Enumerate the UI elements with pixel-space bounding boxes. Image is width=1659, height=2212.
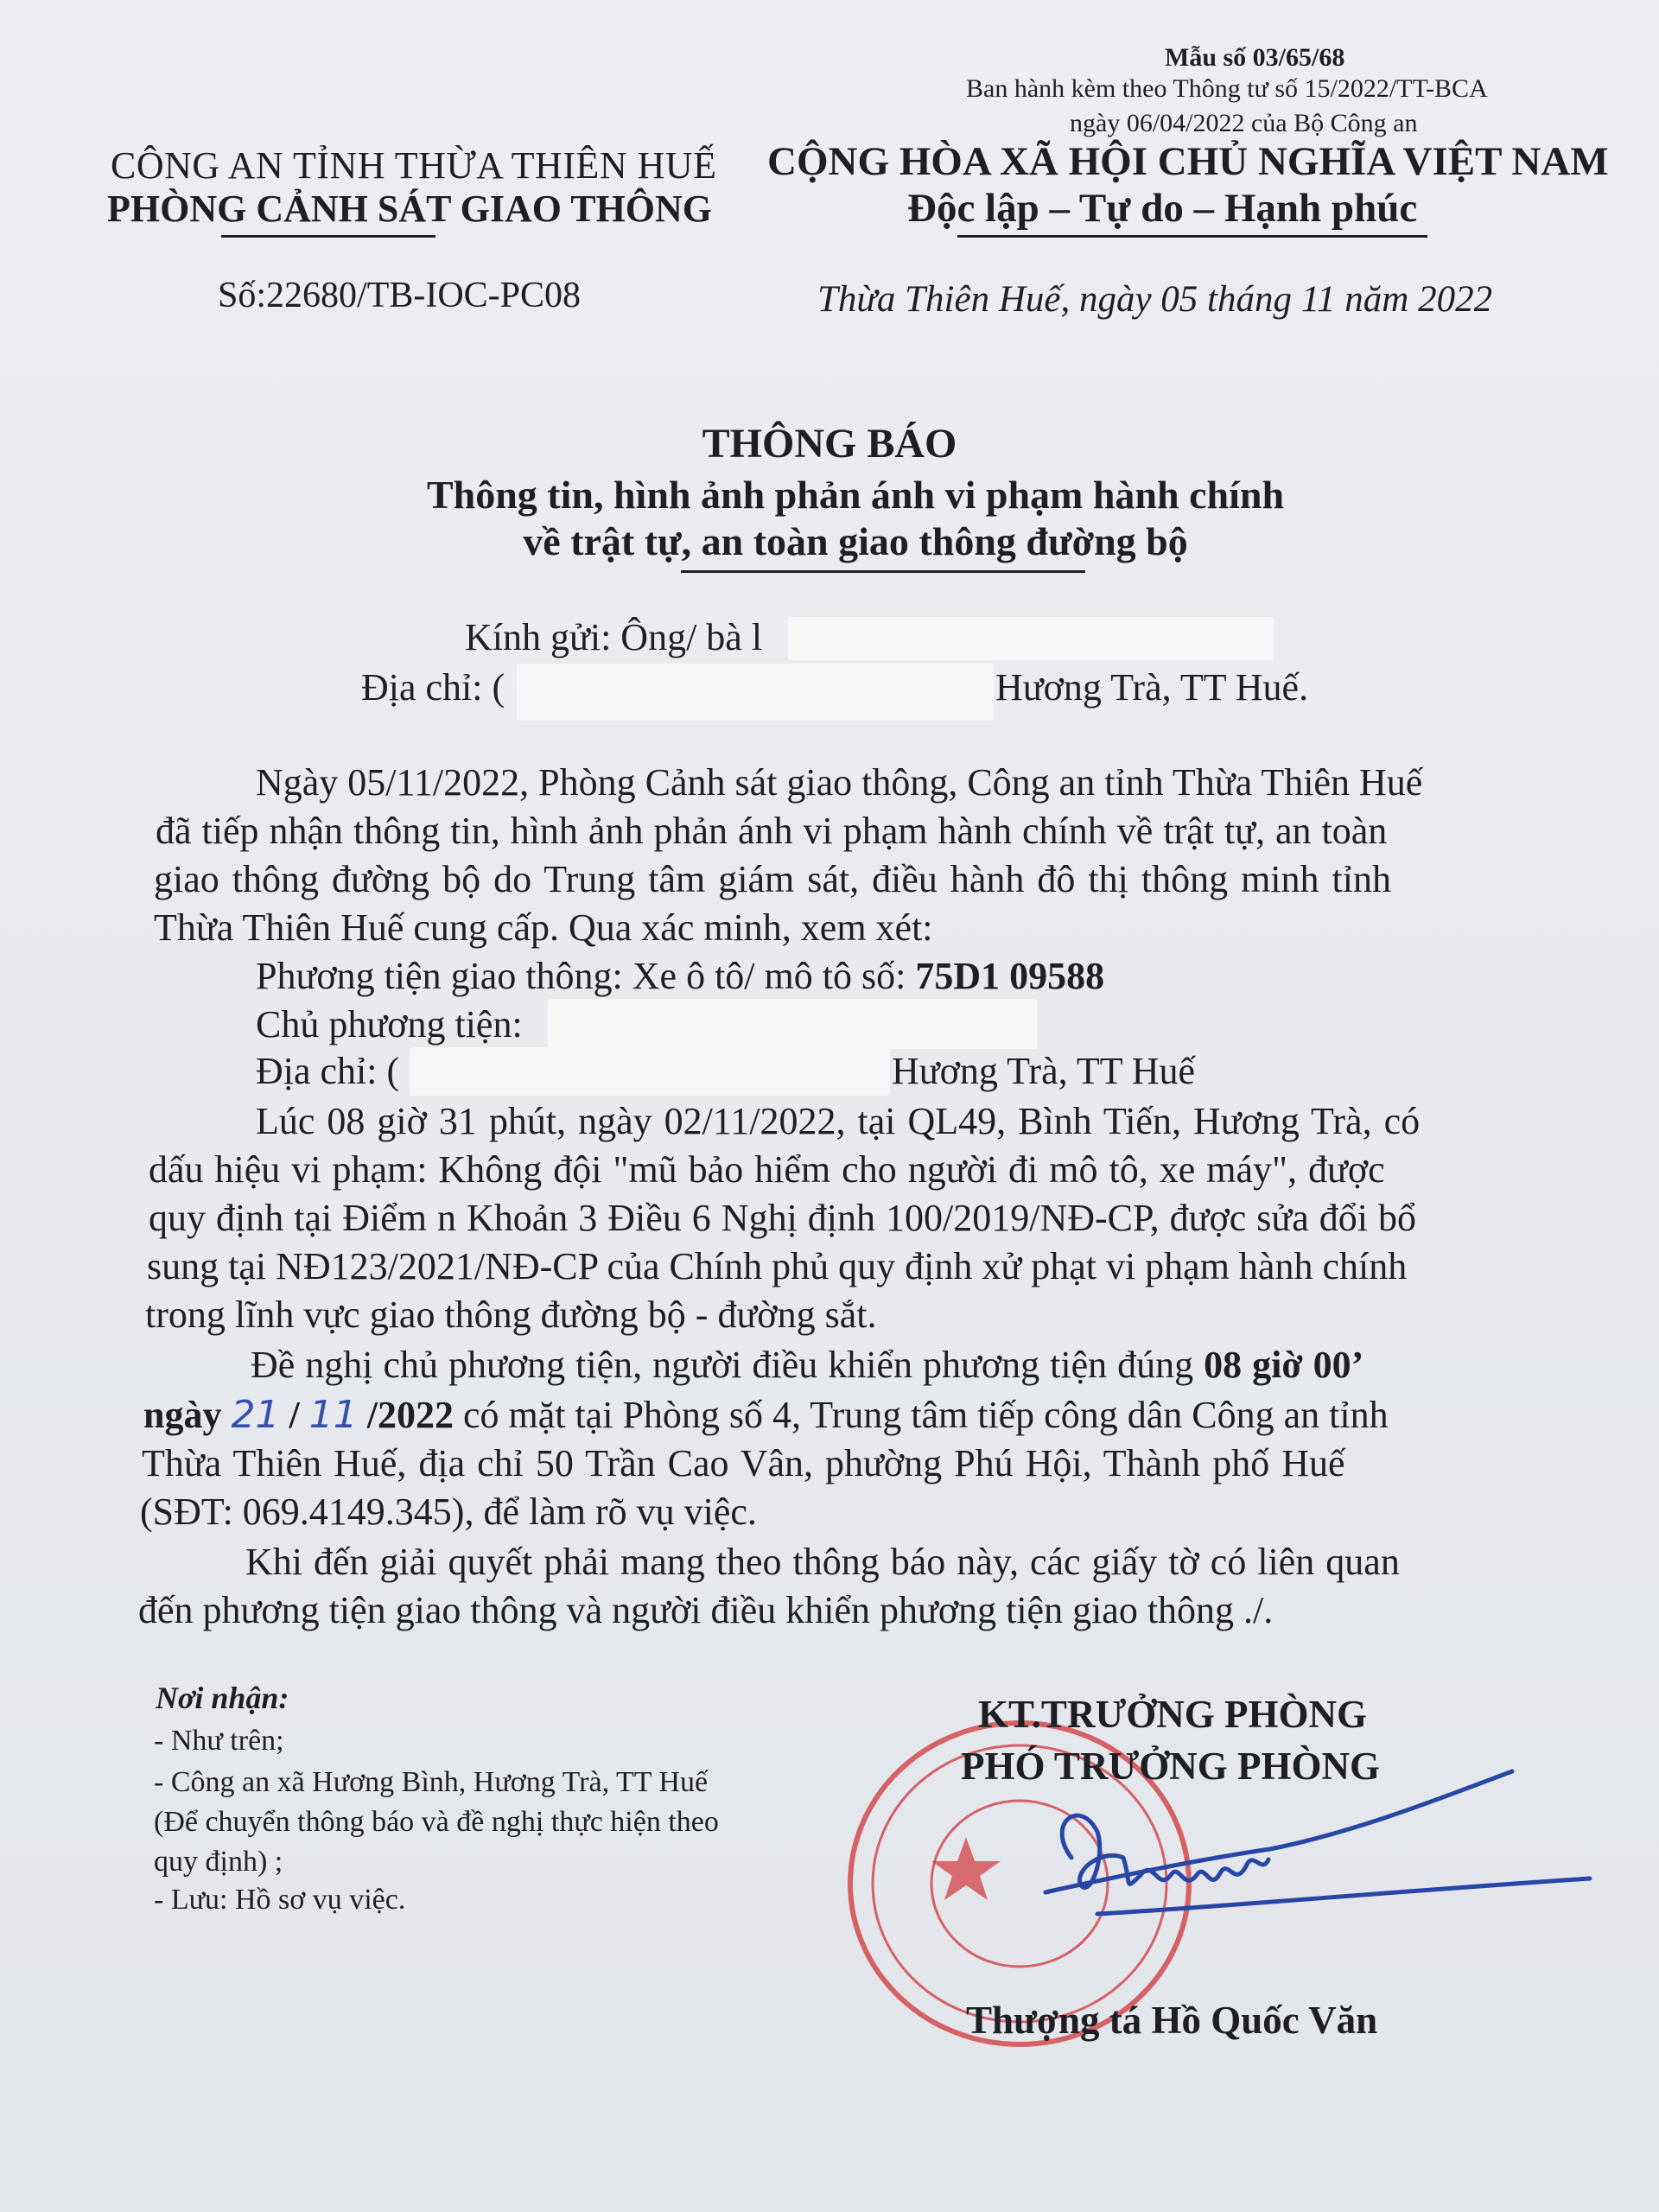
recipient-item: - Lưu: Hồ sơ vụ việc. [154, 1884, 406, 1916]
body-p3-line2 [143, 1393, 1389, 1437]
body-p1-line3: giao thông đường bộ do Trung tâm giám sát, điều hành đô thị thông minh tỉnh [154, 858, 1391, 900]
body-p1-line1: Ngày 05/11/2022, Phòng Cảnh sát giao thông, Công an tỉnh Thừa Thiên Huế [256, 761, 1423, 804]
body-p2-line4: sung tại NĐ123/2021/NĐ-CP của Chính phủ quy định xử phạt vi phạm hành chính [147, 1245, 1408, 1287]
national-motto: Độc lập – Tự do – Hạnh phúc [907, 186, 1418, 231]
department-name: PHÒNG CẢNH SÁT GIAO THÔNG [107, 188, 713, 230]
handwritten-signature [994, 1763, 1599, 1936]
document-subtitle-line1: Thông tin, hình ảnh phản ánh vi phạm hành chính [426, 473, 1285, 517]
agency-name: CÔNG AN TỈNH THỪA THIÊN HUẾ [111, 144, 717, 187]
signature-title-line2: PHÓ TRƯỞNG PHÒNG [961, 1745, 1381, 1788]
body-p1-line2: đã tiếp nhận thông tin, hình ảnh phản ánh vi phạm hành chính về trật tự, an toàn [156, 810, 1388, 852]
signer-name: Thượng tá Hồ Quốc Văn [966, 1999, 1378, 2042]
date-separator: / [289, 1394, 300, 1436]
document-subtitle-line2: về trật tự, an toàn giao thông đường bộ [523, 519, 1188, 563]
motto-underline [957, 235, 1427, 238]
owner-address-label: Địa chỉ: [256, 1050, 378, 1092]
p3-request: Đề nghị chủ phương tiện, người điều khiển phương tiện đúng [251, 1344, 1194, 1386]
owner-label: Chủ phương tiện: [256, 1003, 523, 1046]
owner-address-suffix: Hương Trà, TT Huế [892, 1050, 1196, 1092]
address-partial: ( [492, 666, 505, 709]
body-p4-line2: đến phương tiện giao thông và người điều khiển phương tiện giao thông ./. [138, 1589, 1274, 1631]
issued-note-line1: Ban hành kèm theo Thông tư số 15/2022/TT-BCA [966, 74, 1488, 103]
body-p1-line4: Thừa Thiên Huế cung cấp. Qua xác minh, xem xét: [154, 906, 933, 949]
address-suffix: Hương Trà, TT Huế. [995, 666, 1309, 709]
vehicle-line [256, 954, 1104, 998]
addressee-line [465, 615, 762, 659]
redaction-box [517, 664, 994, 721]
recipient-item: - Như trên; [154, 1725, 284, 1757]
body-p3-line3: Thừa Thiên Huế, địa chỉ 50 Trần Cao Vân, phường Phú Hội, Thành phố Huế [142, 1442, 1345, 1484]
recipients-title: Nơi nhận: [156, 1681, 289, 1715]
agency-underline [221, 235, 435, 238]
vehicle-plate: 75D1 09588 [915, 955, 1105, 997]
issued-note-line2: ngày 06/04/2022 của Bộ Công an [1070, 109, 1418, 137]
document-title: THÔNG BÁO [702, 421, 957, 467]
addressee-label: Kính gửi: Ông/ bà [465, 616, 742, 658]
body-p2-line1: Lúc 08 giờ 31 phút, ngày 02/11/2022, tại QL49, Bình Tiến, Hương Trà, có [256, 1100, 1421, 1142]
national-title: CỘNG HÒA XÃ HỘI CHỦ NGHĨA VIỆT NAM [767, 139, 1609, 184]
owner-address-partial: ( [386, 1050, 400, 1092]
signature-title-line1: KT.TRƯỞNG PHÒNG [978, 1693, 1367, 1736]
p3-line2-rest: có mặt tại Phòng số 4, Trung tâm tiếp công dân Công an tỉnh [462, 1394, 1389, 1436]
body-p2-line5: trong lĩnh vực giao thông đường bộ - đường sắt. [145, 1294, 877, 1336]
redaction-box [788, 617, 1274, 660]
redaction-box [410, 1047, 890, 1096]
recipient-item: quy định) ; [154, 1846, 283, 1878]
place-date: Thừa Thiên Huế, ngày 05 tháng 11 năm 2022 [817, 279, 1493, 320]
recipient-item: - Công an xã Hương Bình, Hương Trà, TT Huế [154, 1766, 709, 1798]
recipient-item: (Để chuyển thông báo và đề nghị thực hiện theo [154, 1806, 719, 1838]
body-p4-line1: Khi đến giải quyết phải mang theo thông báo này, các giấy tờ có liên quan [245, 1541, 1400, 1583]
appointment-year: /2022 [366, 1394, 454, 1436]
body-p3-line4: (SĐT: 069.4149.345), để làm rõ vụ việc. [140, 1491, 757, 1533]
body-p2-line3: quy định tại Điểm n Khoản 3 Điều 6 Nghị định 100/2019/NĐ-CP, được sửa đổi bổ [149, 1197, 1416, 1239]
appointment-day-label: ngày [143, 1394, 222, 1436]
subtitle-underline [681, 570, 1085, 573]
appointment-month: 11 [308, 1393, 358, 1437]
form-number: Mẫu số 03/65/68 [1165, 43, 1345, 72]
body-p2-line2: dấu hiệu vi phạm: Không đội "mũ bảo hiểm cho người đi mô tô, xe máy", được [149, 1148, 1385, 1191]
body-p3-line1 [251, 1343, 1363, 1387]
redaction-box [548, 999, 1037, 1049]
addressee-address-line [361, 665, 505, 709]
appointment-time: 08 giờ 00’ [1204, 1344, 1364, 1386]
owner-address-line [256, 1049, 399, 1093]
vehicle-label: Phương tiện giao thông: Xe ô tô/ mô tô số: [256, 955, 906, 997]
appointment-day: 21 [231, 1393, 280, 1437]
document-number: Số:22680/TB-IOC-PC08 [218, 276, 582, 315]
addressee-partial: l [751, 616, 763, 658]
address-label: Địa chỉ: [361, 666, 483, 709]
